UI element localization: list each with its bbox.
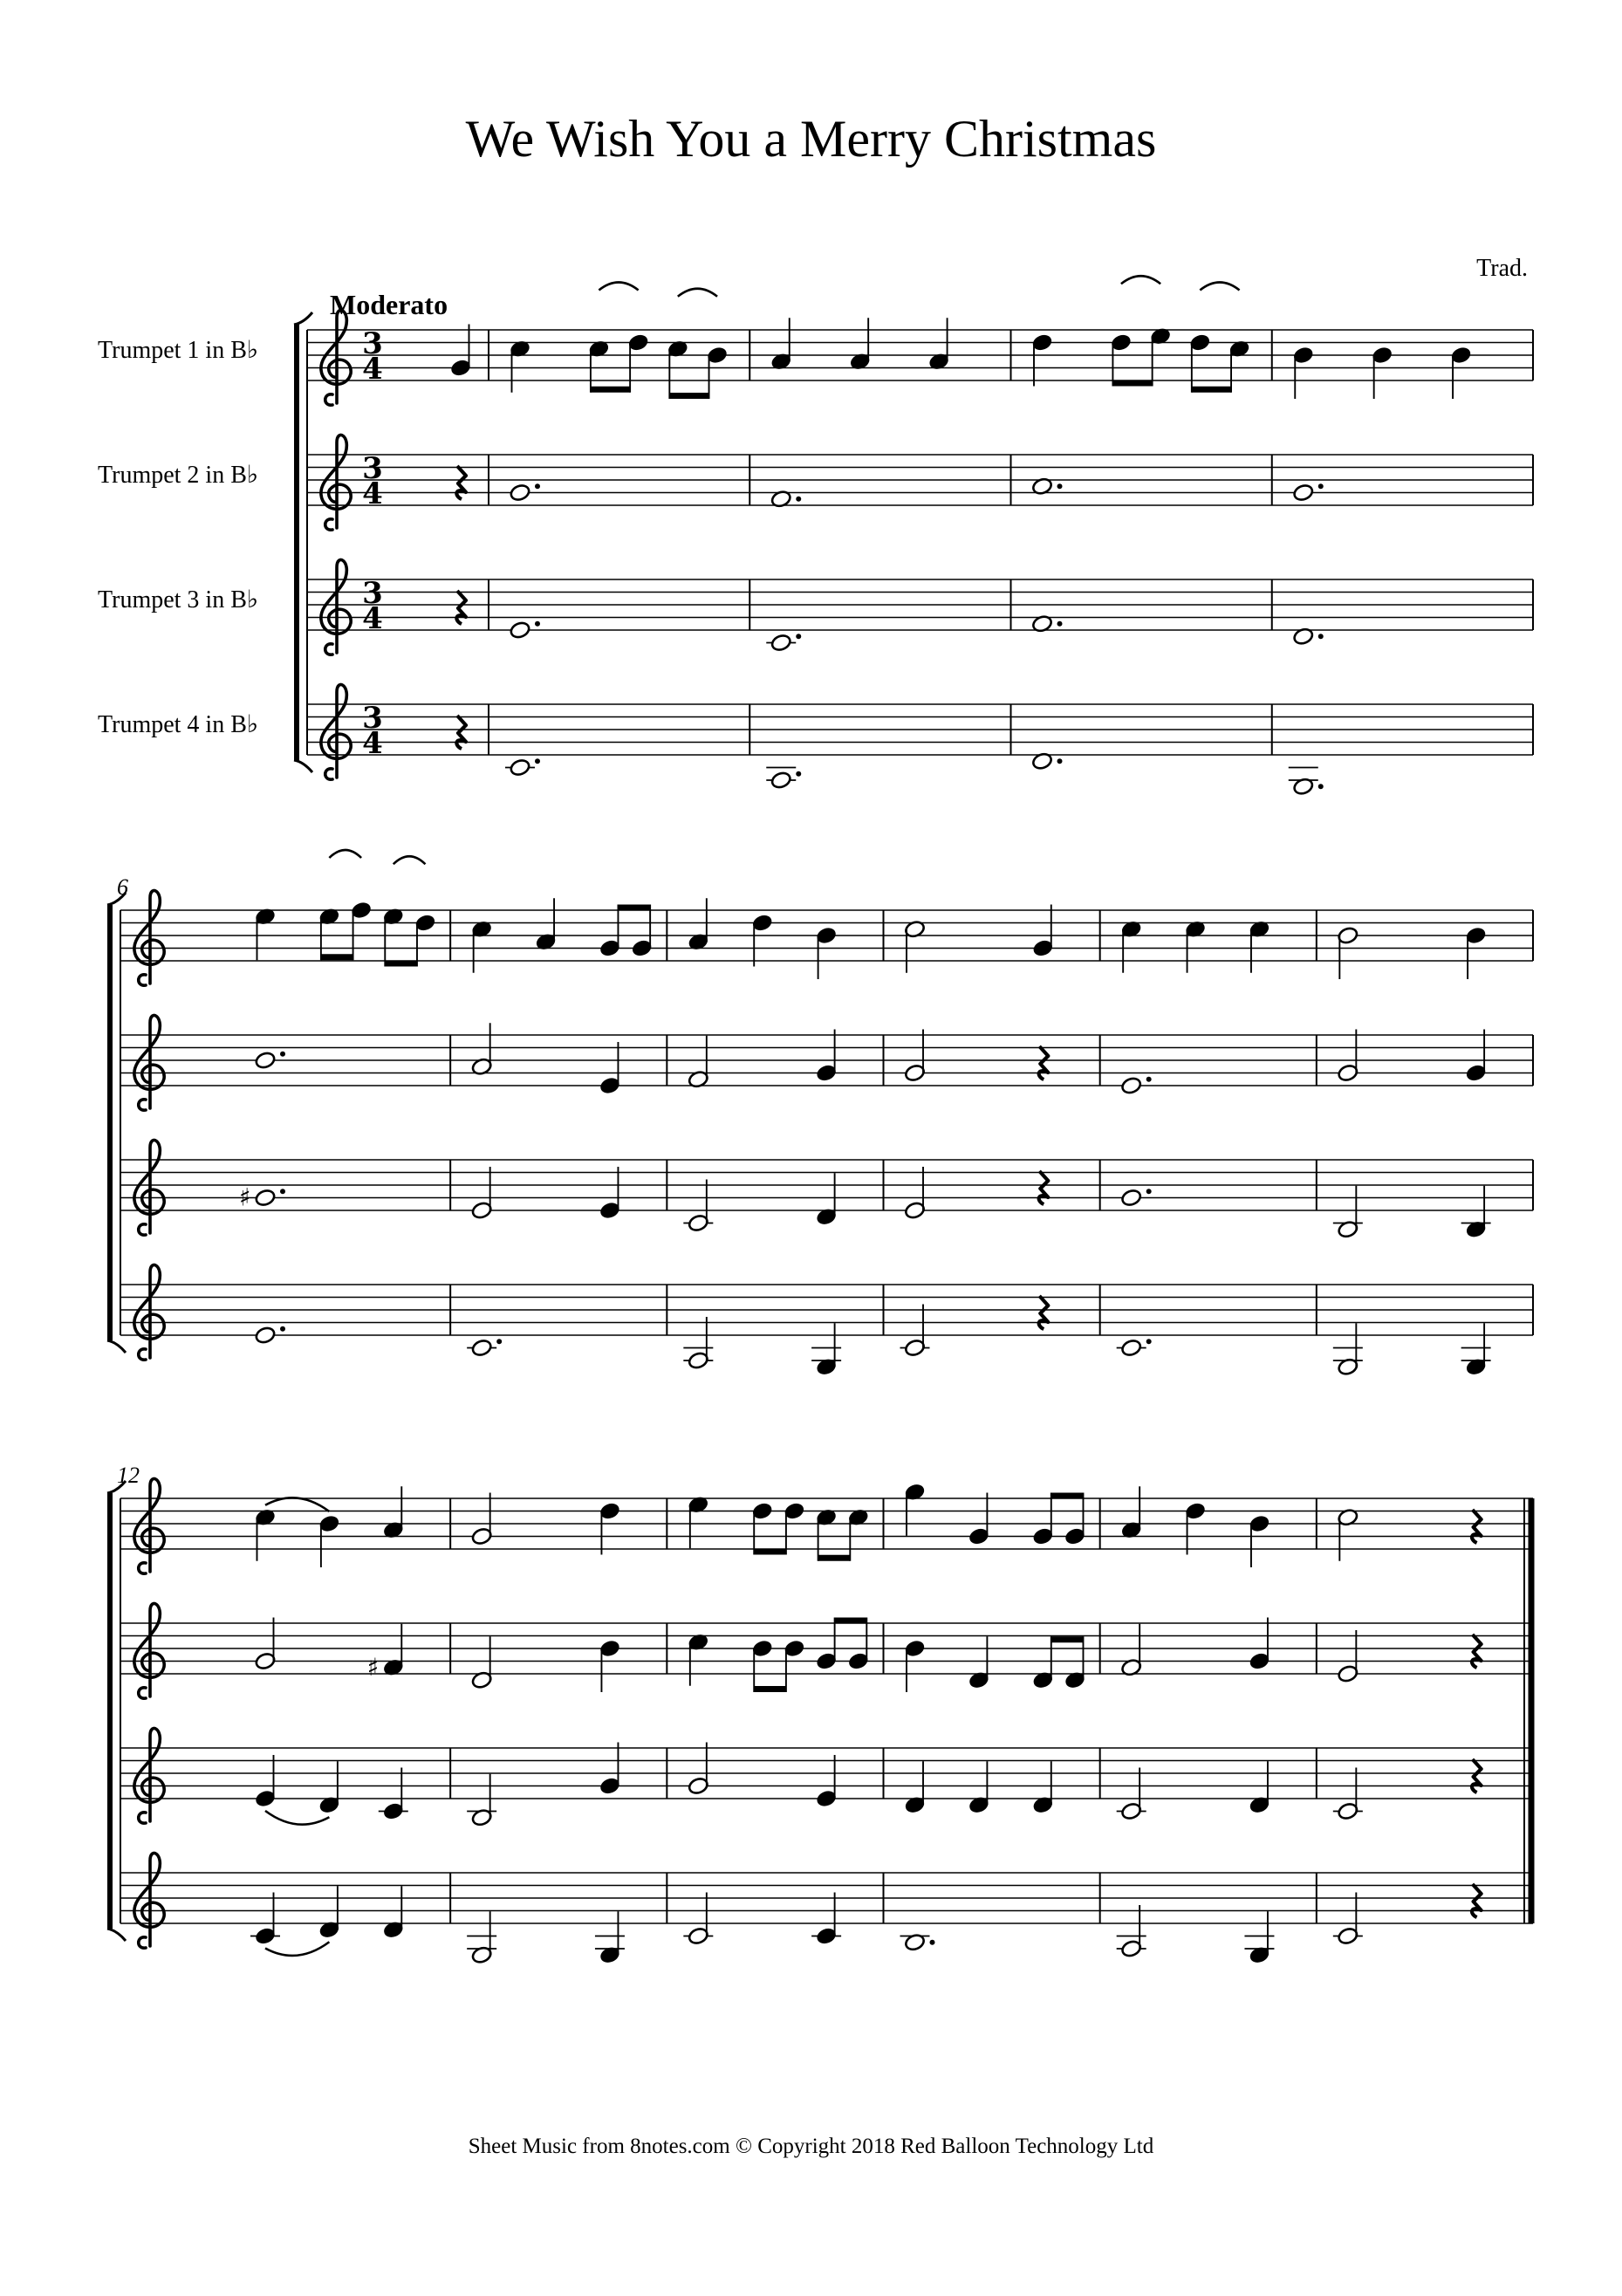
quarter-rest	[1039, 1296, 1049, 1329]
note-head-open	[254, 1326, 276, 1345]
note-head-open	[1120, 1189, 1142, 1208]
beam	[754, 1686, 786, 1692]
note-head-open	[254, 1189, 276, 1208]
augmentation-dot	[1057, 483, 1063, 489]
augmentation-dot	[280, 1189, 285, 1194]
augmentation-dot	[535, 758, 540, 764]
treble-clef-icon	[321, 559, 351, 655]
augmentation-dot	[1318, 634, 1324, 639]
treble-clef-icon	[321, 310, 351, 405]
augmentation-dot	[1146, 1339, 1152, 1344]
treble-clef-icon	[134, 1728, 164, 1823]
augmentation-dot	[1146, 1077, 1152, 1082]
composer-credit: Trad.	[1476, 255, 1528, 282]
quarter-rest	[456, 591, 466, 624]
instrument-label: Trumpet 1 in B♭	[98, 337, 259, 364]
note-head-open	[770, 771, 792, 790]
slur	[265, 1942, 329, 1956]
augmentation-dot	[1146, 1189, 1152, 1194]
measure-number: 12	[117, 1463, 140, 1488]
instrument-label: Trumpet 2 in B♭	[98, 462, 259, 489]
beam	[591, 387, 630, 393]
time-signature-top: 3	[362, 701, 383, 736]
slur	[329, 850, 361, 858]
note-head-open	[1120, 1339, 1142, 1358]
beam	[1051, 1493, 1084, 1499]
time-signature-bottom: 4	[362, 352, 383, 387]
note-head-open	[509, 758, 530, 778]
sharp-accidental: ♯	[366, 1652, 380, 1682]
measure-number: 6	[117, 874, 128, 900]
beam	[1051, 1636, 1084, 1642]
note-head-open	[509, 620, 530, 640]
bracket-hook	[107, 1340, 126, 1353]
slur	[265, 1811, 329, 1825]
slur	[265, 1498, 329, 1511]
instrument-label: Trumpet 4 in B♭	[98, 711, 259, 738]
treble-clef-icon	[134, 1015, 164, 1110]
time-signature-bottom: 4	[362, 601, 383, 636]
augmentation-dot	[930, 1940, 935, 1945]
augmentation-dot	[1057, 758, 1063, 764]
bracket-hook	[294, 760, 312, 772]
augmentation-dot	[280, 1326, 285, 1332]
quarter-rest	[1472, 1510, 1482, 1543]
augmentation-dot	[280, 1052, 285, 1057]
beam	[669, 393, 708, 399]
quarter-rest	[456, 716, 466, 749]
note-head-open	[471, 1339, 493, 1358]
treble-clef-icon	[134, 1140, 164, 1235]
note-head-open	[509, 483, 530, 503]
note-head-open	[1292, 483, 1314, 503]
augmentation-dot	[535, 621, 540, 627]
time-signature-bottom: 4	[362, 476, 383, 511]
note-head-open	[254, 1051, 276, 1070]
beam	[1112, 380, 1152, 387]
slur	[394, 856, 426, 864]
copyright-footer: Sheet Music from 8notes.com © Copyright 2018 Red Balloon Technology Ltd	[468, 2135, 1154, 2158]
sharp-accidental: ♯	[239, 1182, 251, 1212]
slur	[1200, 283, 1239, 291]
treble-clef-icon	[134, 1265, 164, 1360]
bracket-hook	[294, 312, 312, 325]
quarter-rest	[456, 466, 466, 499]
augmentation-dot	[796, 497, 801, 502]
treble-clef-icon	[134, 1478, 164, 1573]
time-signature-top: 3	[362, 451, 383, 486]
quarter-rest	[1472, 1884, 1482, 1917]
treble-clef-icon	[134, 1603, 164, 1698]
beam	[1192, 387, 1231, 393]
tempo-marking: Moderato	[330, 289, 448, 320]
augmentation-dot	[796, 771, 801, 777]
treble-clef-icon	[321, 435, 351, 530]
treble-clef-icon	[134, 890, 164, 985]
quarter-rest	[1472, 1635, 1482, 1668]
beam	[385, 961, 417, 967]
quarter-rest	[1039, 1046, 1049, 1079]
instrument-label: Trumpet 3 in B♭	[98, 586, 259, 613]
slur	[599, 283, 638, 291]
augmentation-dot	[1318, 483, 1324, 489]
quarter-rest	[1472, 1759, 1482, 1792]
treble-clef-icon	[134, 1853, 164, 1948]
time-signature-bottom: 4	[362, 726, 383, 761]
quarter-rest	[1039, 1171, 1049, 1204]
slur	[1121, 276, 1160, 284]
augmentation-dot	[796, 634, 801, 639]
augmentation-dot	[1318, 784, 1324, 789]
beam	[835, 1618, 867, 1624]
slur	[678, 289, 717, 297]
treble-clef-icon	[321, 684, 351, 779]
beam	[618, 905, 650, 911]
score-title: We Wish You a Merry Christmas	[465, 110, 1157, 168]
beam	[818, 1555, 851, 1561]
augmentation-dot	[535, 483, 540, 489]
note-head-open	[770, 634, 792, 653]
time-signature-top: 3	[362, 576, 383, 611]
time-signature-top: 3	[362, 326, 383, 361]
augmentation-dot	[1057, 621, 1063, 627]
bracket-hook	[107, 1929, 126, 1941]
beam	[754, 1549, 786, 1555]
note-head-open	[1120, 1076, 1142, 1095]
beam	[321, 954, 353, 960]
augmentation-dot	[496, 1339, 502, 1344]
